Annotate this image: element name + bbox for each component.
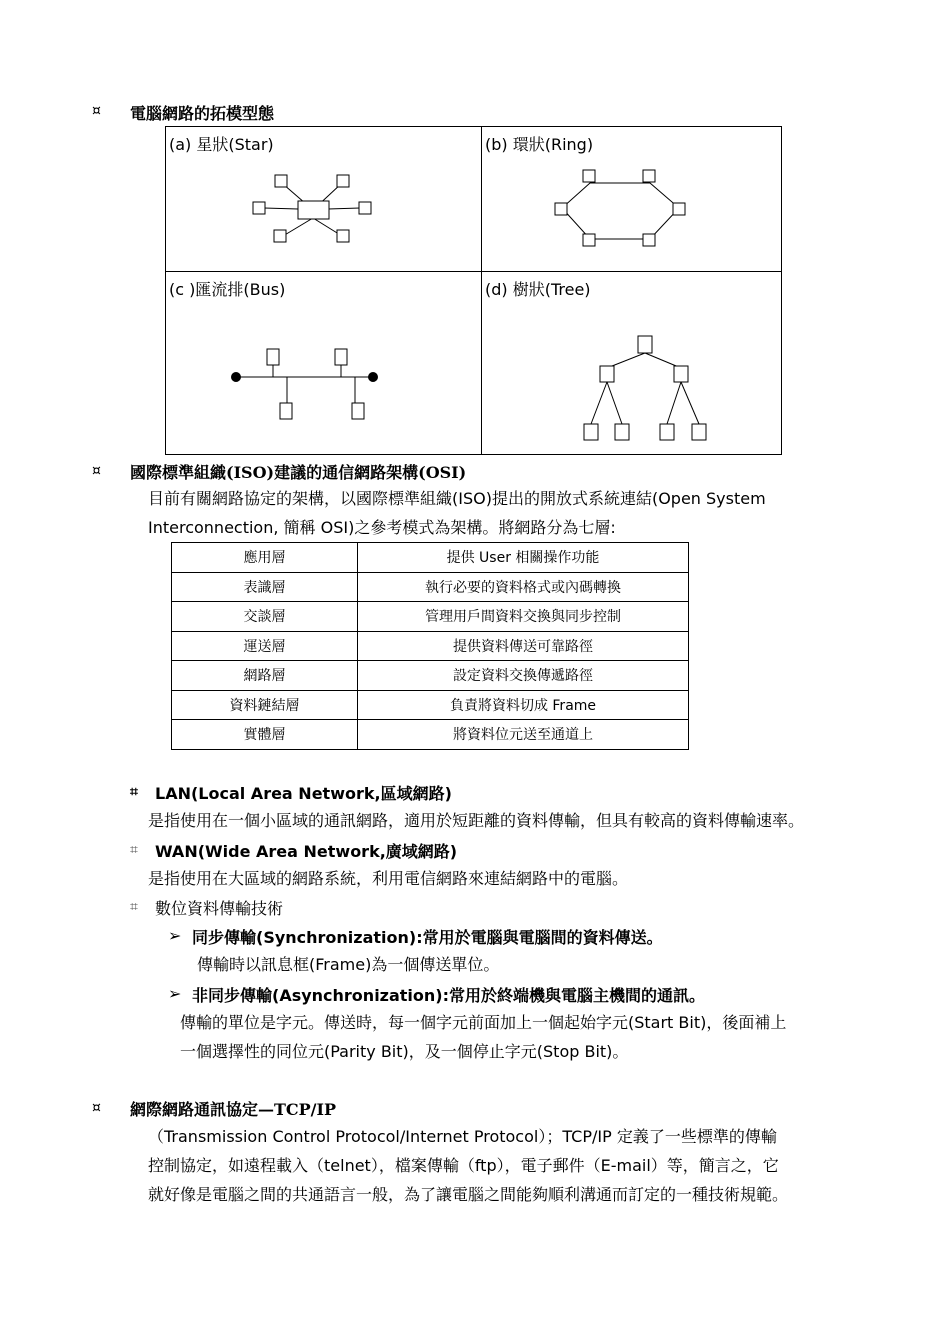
- layer-desc: 設定資料交換傳遞路徑: [358, 661, 689, 691]
- async-description-line2: 一個選擇性的同位元(Parity Bit)，及一個停止字元(Stop Bit)。: [180, 1042, 629, 1061]
- sync-heading: 同步傳輸(Synchronization):常用於電腦與電腦間的資料傳送。: [192, 928, 663, 947]
- tree-caption: (d) 樹狀(Tree): [485, 280, 591, 299]
- hash-bullet-icon: ⌗: [130, 899, 138, 915]
- layer-name: 網路層: [172, 661, 358, 691]
- topology-diagrams: [165, 126, 782, 455]
- layer-name: 表識層: [172, 572, 358, 602]
- osi-layers-table: [171, 542, 689, 750]
- topology-heading: 電腦網路的拓模型態: [130, 104, 275, 123]
- layer-name: 應用層: [172, 543, 358, 573]
- layer-desc: 管理用戶間資料交換與同步控制: [358, 602, 689, 632]
- digital-heading: 數位資料傳輸技術: [155, 899, 284, 918]
- layer-name: 實體層: [172, 720, 358, 750]
- sync-description: 傳輸時以訊息框(Frame)為一個傳送單位。: [197, 955, 500, 974]
- tree-diagram: [584, 336, 706, 440]
- hash-bullet-icon: ⌗: [130, 784, 138, 800]
- tcpip-line1: （Transmission Control Protocol/Internet Protocol）；TCP/IP 定義了一些標準的傳輸: [148, 1127, 777, 1146]
- osi-intro-line1: 目前有關網路協定的架構，以國際標準組織(ISO)提出的開放式系統連結(Open System: [148, 489, 766, 508]
- topology-figure-table: [165, 126, 782, 455]
- star-caption: (a) 星狀(Star): [169, 135, 274, 154]
- bus-diagram: [232, 349, 378, 419]
- star-diagram: [253, 175, 371, 242]
- wan-description: 是指使用在大區域的網路系統，利用電信網路來連結網路中的電腦。: [148, 869, 629, 888]
- layer-desc: 提供資料傳送可靠路徑: [358, 631, 689, 661]
- arrow-bullet-icon: ➢: [168, 926, 182, 945]
- lan-description: 是指使用在一個小區域的通訊網路，適用於短距離的資料傳輸，但具有較高的資料傳輸速率。: [148, 811, 805, 830]
- arrow-bullet-icon: ➢: [168, 984, 182, 1003]
- table-row: [172, 690, 689, 720]
- osi-heading: 國際標準組織(ISO)建議的通信網路架構(OSI): [130, 463, 467, 482]
- layer-desc: 將資料位元送至通道上: [358, 720, 689, 750]
- ring-caption: (b) 環狀(Ring): [485, 135, 594, 154]
- tcpip-line2: 控制協定，如遠程載入（telnet），檔案傳輸（ftp），電子郵件（E-mail）等，簡言之，它: [148, 1156, 779, 1175]
- async-description-line1: 傳輸的單位是字元。傳送時，每一個字元前面加上一個起始字元(Start Bit)，後面補上: [180, 1013, 787, 1032]
- bus-caption: (c )匯流排(Bus): [169, 280, 286, 299]
- layer-desc: 負責將資料切成 Frame: [358, 690, 689, 720]
- section-bullet-icon: ¤: [92, 1100, 101, 1116]
- section-bullet-icon: ¤: [92, 463, 101, 479]
- osi-intro-line2: Interconnection, 簡稱 OSI)之參考模式為架構。將網路分為七層:: [148, 518, 616, 537]
- layer-desc: 執行必要的資料格式或內碼轉換: [358, 572, 689, 602]
- layer-name: 交談層: [172, 602, 358, 632]
- table-row: [172, 572, 689, 602]
- section-bullet-icon: ¤: [92, 103, 101, 119]
- tcpip-heading: 網際網路通訊協定—TCP/IP: [130, 1100, 337, 1119]
- async-heading: 非同步傳輸(Asynchronization):常用於終端機與電腦主機間的通訊。: [192, 986, 706, 1005]
- table-row: [172, 631, 689, 661]
- table-row: [172, 543, 689, 573]
- table-row: [172, 661, 689, 691]
- tcpip-line3: 就好像是電腦之間的共通語言一般，為了讓電腦之間能夠順利溝通而訂定的一種技術規範。: [148, 1185, 789, 1204]
- ring-diagram: [555, 170, 685, 246]
- lan-heading: LAN(Local Area Network,區域網路): [155, 784, 452, 803]
- layer-name: 資料鏈結層: [172, 690, 358, 720]
- layer-name: 運送層: [172, 631, 358, 661]
- table-row: [172, 602, 689, 632]
- wan-heading: WAN(Wide Area Network,廣域網路): [155, 842, 458, 861]
- table-row: [172, 720, 689, 750]
- layer-desc: 提供 User 相關操作功能: [358, 543, 689, 573]
- hash-bullet-icon: ⌗: [130, 842, 138, 858]
